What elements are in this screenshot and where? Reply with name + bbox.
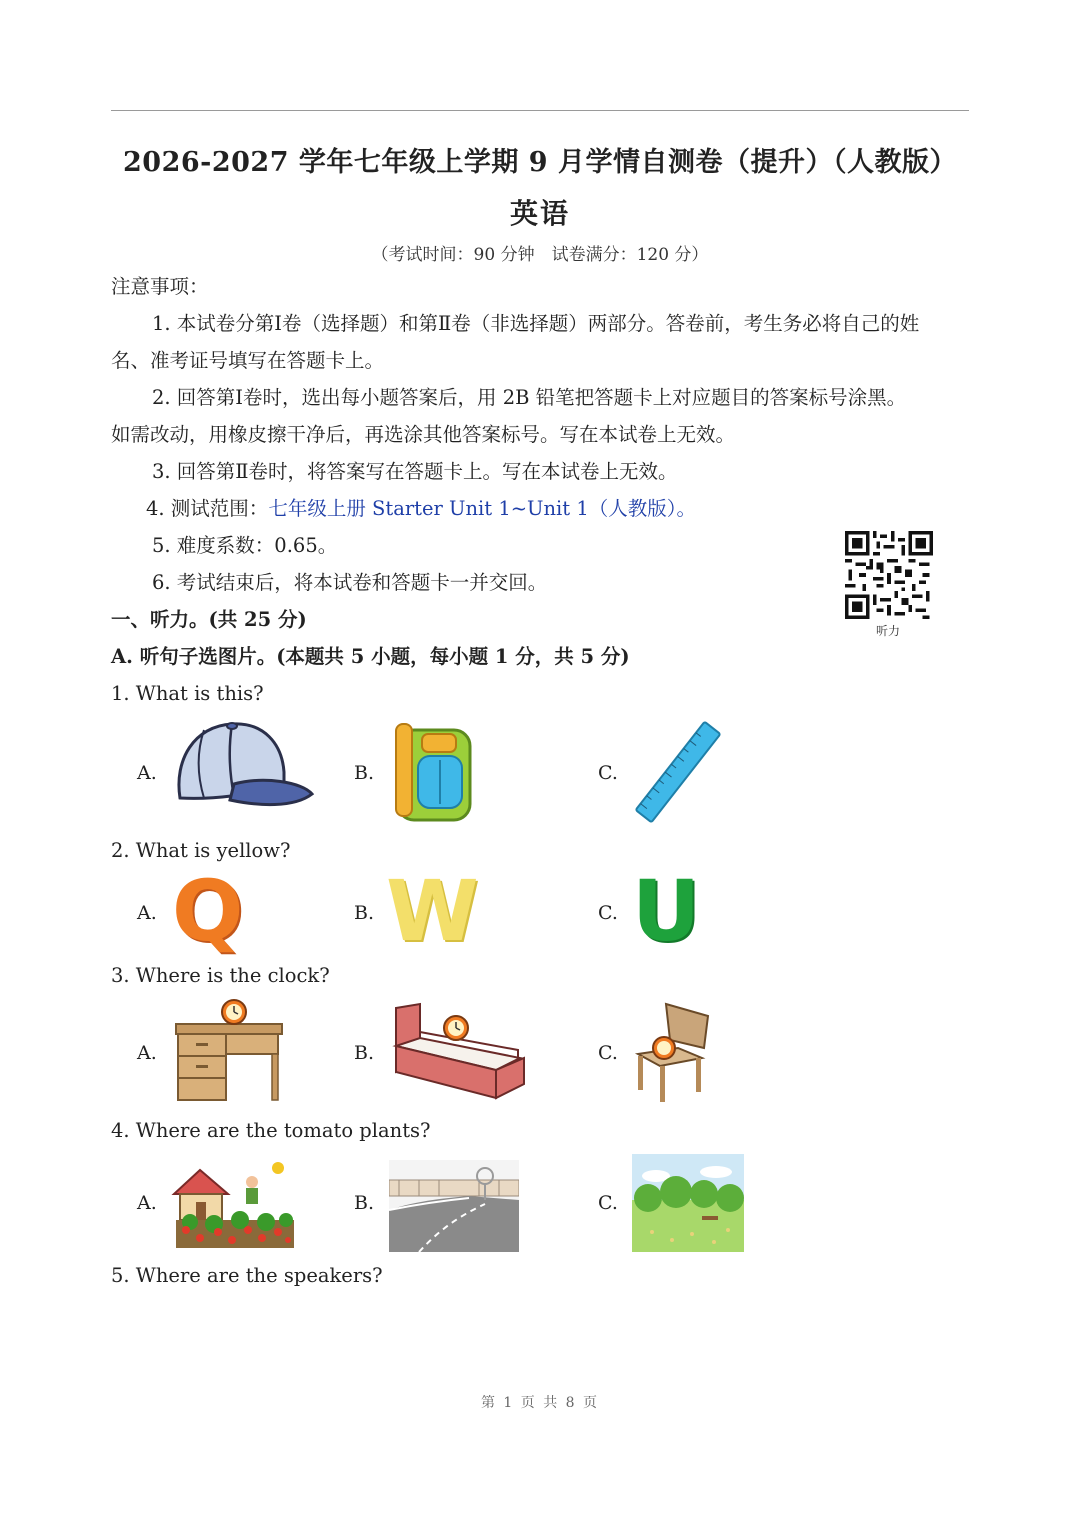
q1-option-b-label: B. xyxy=(354,762,375,784)
ruler-image[interactable] xyxy=(630,716,726,828)
letter-q-image[interactable]: Q xyxy=(172,862,244,960)
park-scene-image[interactable] xyxy=(632,1154,744,1252)
bed-with-clock-image[interactable] xyxy=(390,1002,530,1102)
exam-title: 2026-2027 学年七年级上学期 9 月学情自测卷（提升）（人教版） xyxy=(123,147,957,178)
note-4-scope: 七年级上册 Starter Unit 1~Unit 1（人教版）。 xyxy=(268,497,696,520)
house-garden-tomatoes-image[interactable] xyxy=(170,1158,298,1250)
backpack-image[interactable] xyxy=(392,720,476,824)
road-scene-image[interactable] xyxy=(389,1160,519,1252)
q2-option-c-label: C. xyxy=(598,902,618,924)
q4-option-c-label: C. xyxy=(598,1192,618,1214)
question-3: 3. Where is the clock? xyxy=(111,964,330,987)
note-4 xyxy=(146,495,696,523)
q3-option-b-label: B. xyxy=(354,1042,375,1064)
exam-meta: （考试时间：90 分钟 试卷满分：120 分） xyxy=(371,245,709,265)
notes-heading: 注意事项： xyxy=(111,275,209,298)
letter-w-image[interactable]: W xyxy=(386,862,479,960)
page-footer: 第 1 页 共 8 页 xyxy=(480,1395,600,1411)
letter-u-image[interactable]: U xyxy=(632,862,701,960)
desk-with-clock-image[interactable] xyxy=(172,998,286,1104)
question-4: 4. Where are the tomato plants? xyxy=(111,1119,431,1142)
section-title: 一、听力。(共 25 分) xyxy=(111,608,307,631)
note-5: 5. 难度系数：0.65。 xyxy=(152,534,338,557)
question-5: 5. Where are the speakers? xyxy=(111,1264,383,1287)
question-2: 2. What is yellow? xyxy=(111,839,291,862)
q2-option-b-label: B. xyxy=(354,902,375,924)
chair-with-clock-image[interactable] xyxy=(630,998,714,1106)
q3-option-c-label: C. xyxy=(598,1042,618,1064)
note-4-prefix: 4. 测试范围： xyxy=(146,497,269,520)
note-1b: 名、准考证号填写在答题卡上。 xyxy=(111,349,385,372)
question-1: 1. What is this? xyxy=(111,682,264,705)
note-3: 3. 回答第Ⅱ卷时，将答案写在答题卡上。写在本试卷上无效。 xyxy=(152,460,678,483)
cap-image[interactable] xyxy=(174,720,316,808)
q4-option-b-label: B. xyxy=(354,1192,375,1214)
header-rule xyxy=(111,110,969,111)
part-a-title: A. 听句子选图片。(本题共 5 小题，每小题 1 分，共 5 分) xyxy=(111,645,630,668)
qr-label: 听力 xyxy=(876,624,901,638)
note-1a: 1. 本试卷分第Ⅰ卷（选择题）和第Ⅱ卷（非选择题）两部分。答卷前，考生务必将自己的姓 xyxy=(152,312,920,335)
q3-option-a-label: A. xyxy=(137,1042,157,1064)
q1-option-a-label: A. xyxy=(137,762,157,784)
note-2b: 如需改动，用橡皮擦干净后，再选涂其他答案标号。写在本试卷上无效。 xyxy=(111,423,736,446)
note-2a: 2. 回答第Ⅰ卷时，选出每小题答案后，用 2B 铅笔把答题卡上对应题目的答案标号涂黑。 xyxy=(152,386,907,409)
note-6: 6. 考试结束后，将本试卷和答题卡一并交回。 xyxy=(152,571,548,594)
q1-option-c-label: C. xyxy=(598,762,618,784)
subject-title: 英语 xyxy=(509,197,570,230)
listening-qr-code[interactable] xyxy=(845,531,933,619)
q2-option-a-label: A. xyxy=(137,902,157,924)
q4-option-a-label: A. xyxy=(137,1192,157,1214)
